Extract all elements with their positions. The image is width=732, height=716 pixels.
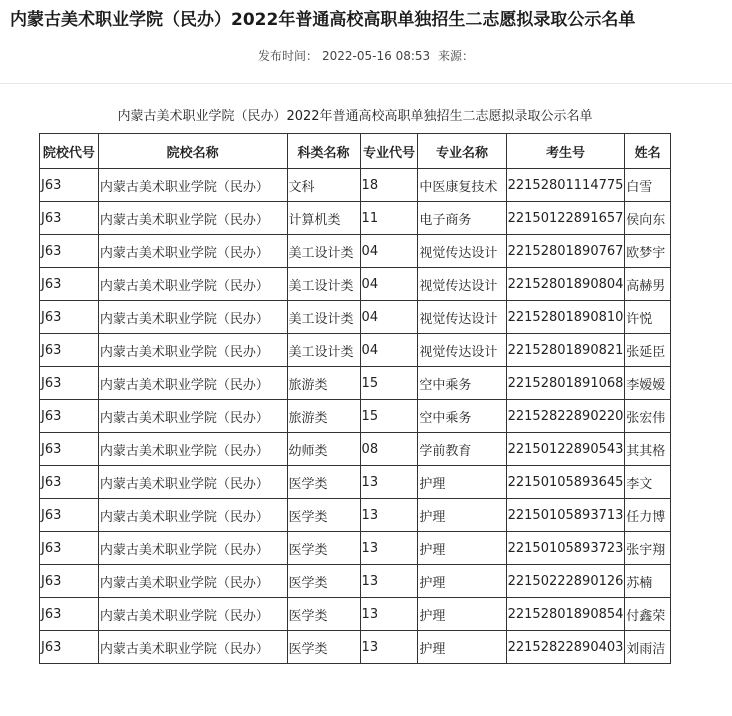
major-name-cell: 电子商务 bbox=[418, 202, 506, 235]
student-name-cell: 刘雨洁 bbox=[625, 631, 671, 664]
table-row bbox=[40, 202, 671, 235]
major-name-cell: 空中乘务 bbox=[418, 367, 506, 400]
major-name-cell: 空中乘务 bbox=[418, 400, 506, 433]
exam-number-cell: 22152801114775 bbox=[506, 169, 625, 202]
category-cell: 美工设计类 bbox=[287, 301, 360, 334]
table-row bbox=[40, 466, 671, 499]
table-header-row bbox=[40, 134, 671, 169]
school-code-cell: J63 bbox=[40, 466, 99, 499]
school-name-cell: 内蒙古美术职业学院（民办） bbox=[98, 367, 287, 400]
school-code-cell: J63 bbox=[40, 565, 99, 598]
exam-number-cell: 22150222890126 bbox=[506, 565, 625, 598]
school-code-cell: J63 bbox=[40, 433, 99, 466]
major-name-cell: 护理 bbox=[418, 466, 506, 499]
exam-number-cell: 22152801890804 bbox=[506, 268, 625, 301]
major-code-cell: 15 bbox=[360, 400, 418, 433]
school-name-cell: 内蒙古美术职业学院（民办） bbox=[98, 466, 287, 499]
major-name-cell: 护理 bbox=[418, 598, 506, 631]
school-name-cell: 内蒙古美术职业学院（民办） bbox=[98, 433, 287, 466]
table-row bbox=[40, 235, 671, 268]
header-school-name: 院校名称 bbox=[98, 134, 287, 169]
exam-number-cell: 22152822890403 bbox=[506, 631, 625, 664]
major-code-cell: 04 bbox=[360, 334, 418, 367]
category-cell: 美工设计类 bbox=[287, 334, 360, 367]
school-code-cell: J63 bbox=[40, 334, 99, 367]
table-row bbox=[40, 367, 671, 400]
major-name-cell: 护理 bbox=[418, 499, 506, 532]
header-category: 科类名称 bbox=[287, 134, 360, 169]
source-label: 来源： bbox=[437, 49, 474, 63]
category-cell: 医学类 bbox=[287, 466, 360, 499]
school-code-cell: J63 bbox=[40, 598, 99, 631]
student-name-cell: 苏楠 bbox=[625, 565, 671, 598]
header-major-name: 专业名称 bbox=[418, 134, 506, 169]
student-name-cell: 任力博 bbox=[625, 499, 671, 532]
major-name-cell: 护理 bbox=[418, 565, 506, 598]
table-body bbox=[40, 169, 671, 664]
school-code-cell: J63 bbox=[40, 532, 99, 565]
table-row bbox=[40, 598, 671, 631]
major-code-cell: 13 bbox=[360, 499, 418, 532]
school-name-cell: 内蒙古美术职业学院（民办） bbox=[98, 268, 287, 301]
major-name-cell: 视觉传达设计 bbox=[418, 268, 506, 301]
school-name-cell: 内蒙古美术职业学院（民办） bbox=[98, 169, 287, 202]
header-student-name: 姓名 bbox=[625, 134, 671, 169]
school-name-cell: 内蒙古美术职业学院（民办） bbox=[98, 631, 287, 664]
exam-number-cell: 22152822890220 bbox=[506, 400, 625, 433]
major-code-cell: 08 bbox=[360, 433, 418, 466]
category-cell: 幼师类 bbox=[287, 433, 360, 466]
category-cell: 医学类 bbox=[287, 631, 360, 664]
major-code-cell: 04 bbox=[360, 268, 418, 301]
category-cell: 计算机类 bbox=[287, 202, 360, 235]
major-code-cell: 04 bbox=[360, 301, 418, 334]
major-name-cell: 中医康复技术 bbox=[418, 169, 506, 202]
school-code-cell: J63 bbox=[40, 268, 99, 301]
school-name-cell: 内蒙古美术职业学院（民办） bbox=[98, 202, 287, 235]
major-code-cell: 15 bbox=[360, 367, 418, 400]
admission-table bbox=[39, 133, 671, 664]
category-cell: 医学类 bbox=[287, 532, 360, 565]
table-row bbox=[40, 631, 671, 664]
page-title: 内蒙古美术职业学院（民办）2022年普通高校高职单独招生二志愿拟录取公示名单 bbox=[10, 10, 636, 30]
table-row bbox=[40, 532, 671, 565]
student-name-cell: 李文 bbox=[625, 466, 671, 499]
school-code-cell: J63 bbox=[40, 367, 99, 400]
category-cell: 文科 bbox=[287, 169, 360, 202]
student-name-cell: 张宏伟 bbox=[625, 400, 671, 433]
category-cell: 医学类 bbox=[287, 598, 360, 631]
student-name-cell: 许悦 bbox=[625, 301, 671, 334]
major-code-cell: 18 bbox=[360, 169, 418, 202]
school-code-cell: J63 bbox=[40, 202, 99, 235]
table-row bbox=[40, 268, 671, 301]
category-cell: 医学类 bbox=[287, 565, 360, 598]
exam-number-cell: 22150122891657 bbox=[506, 202, 625, 235]
header-school-code: 院校代号 bbox=[40, 134, 99, 169]
student-name-cell: 张宇翔 bbox=[625, 532, 671, 565]
school-name-cell: 内蒙古美术职业学院（民办） bbox=[98, 565, 287, 598]
major-code-cell: 04 bbox=[360, 235, 418, 268]
divider bbox=[0, 83, 732, 84]
exam-number-cell: 22150105893723 bbox=[506, 532, 625, 565]
exam-number-cell: 22150105893645 bbox=[506, 466, 625, 499]
student-name-cell: 李嫒嫒 bbox=[625, 367, 671, 400]
student-name-cell: 其其格 bbox=[625, 433, 671, 466]
student-name-cell: 白雪 bbox=[625, 169, 671, 202]
table-row bbox=[40, 400, 671, 433]
major-name-cell: 护理 bbox=[418, 631, 506, 664]
table-row bbox=[40, 334, 671, 367]
exam-number-cell: 22152801890821 bbox=[506, 334, 625, 367]
school-name-cell: 内蒙古美术职业学院（民办） bbox=[98, 301, 287, 334]
table-row bbox=[40, 169, 671, 202]
school-name-cell: 内蒙古美术职业学院（民办） bbox=[98, 400, 287, 433]
exam-number-cell: 22152801890854 bbox=[506, 598, 625, 631]
school-code-cell: J63 bbox=[40, 499, 99, 532]
school-name-cell: 内蒙古美术职业学院（民办） bbox=[98, 235, 287, 268]
major-code-cell: 13 bbox=[360, 466, 418, 499]
table-row bbox=[40, 565, 671, 598]
major-code-cell: 13 bbox=[360, 631, 418, 664]
publish-info bbox=[0, 47, 732, 65]
school-name-cell: 内蒙古美术职业学院（民办） bbox=[98, 499, 287, 532]
exam-number-cell: 22152801891068 bbox=[506, 367, 625, 400]
publish-time-label: 发布时间： bbox=[258, 49, 319, 63]
publish-time: 2022-05-16 08:53 bbox=[322, 49, 431, 63]
table-row bbox=[40, 499, 671, 532]
table-row bbox=[40, 433, 671, 466]
exam-number-cell: 22150105893713 bbox=[506, 499, 625, 532]
category-cell: 美工设计类 bbox=[287, 268, 360, 301]
category-cell: 医学类 bbox=[287, 499, 360, 532]
school-name-cell: 内蒙古美术职业学院（民办） bbox=[98, 598, 287, 631]
student-name-cell: 侯向东 bbox=[625, 202, 671, 235]
school-code-cell: J63 bbox=[40, 235, 99, 268]
school-code-cell: J63 bbox=[40, 301, 99, 334]
header-major-code: 专业代号 bbox=[360, 134, 418, 169]
school-name-cell: 内蒙古美术职业学院（民办） bbox=[98, 334, 287, 367]
category-cell: 旅游类 bbox=[287, 400, 360, 433]
header-exam-number: 考生号 bbox=[506, 134, 625, 169]
major-name-cell: 视觉传达设计 bbox=[418, 301, 506, 334]
major-code-cell: 13 bbox=[360, 565, 418, 598]
category-cell: 旅游类 bbox=[287, 367, 360, 400]
major-code-cell: 11 bbox=[360, 202, 418, 235]
school-code-cell: J63 bbox=[40, 169, 99, 202]
exam-number-cell: 22152801890810 bbox=[506, 301, 625, 334]
school-code-cell: J63 bbox=[40, 631, 99, 664]
major-name-cell: 视觉传达设计 bbox=[418, 334, 506, 367]
student-name-cell: 张延臣 bbox=[625, 334, 671, 367]
table-row bbox=[40, 301, 671, 334]
exam-number-cell: 22152801890767 bbox=[506, 235, 625, 268]
major-code-cell: 13 bbox=[360, 532, 418, 565]
exam-number-cell: 22150122890543 bbox=[506, 433, 625, 466]
major-name-cell: 学前教育 bbox=[418, 433, 506, 466]
student-name-cell: 欧梦宇 bbox=[625, 235, 671, 268]
category-cell: 美工设计类 bbox=[287, 235, 360, 268]
major-code-cell: 13 bbox=[360, 598, 418, 631]
student-name-cell: 高赫男 bbox=[625, 268, 671, 301]
school-code-cell: J63 bbox=[40, 400, 99, 433]
major-name-cell: 护理 bbox=[418, 532, 506, 565]
major-name-cell: 视觉传达设计 bbox=[418, 235, 506, 268]
table-caption: 内蒙古美术职业学院（民办）2022年普通高校高职单独招生二志愿拟录取公示名单 bbox=[117, 109, 593, 124]
school-name-cell: 内蒙古美术职业学院（民办） bbox=[98, 532, 287, 565]
student-name-cell: 付鑫荣 bbox=[625, 598, 671, 631]
